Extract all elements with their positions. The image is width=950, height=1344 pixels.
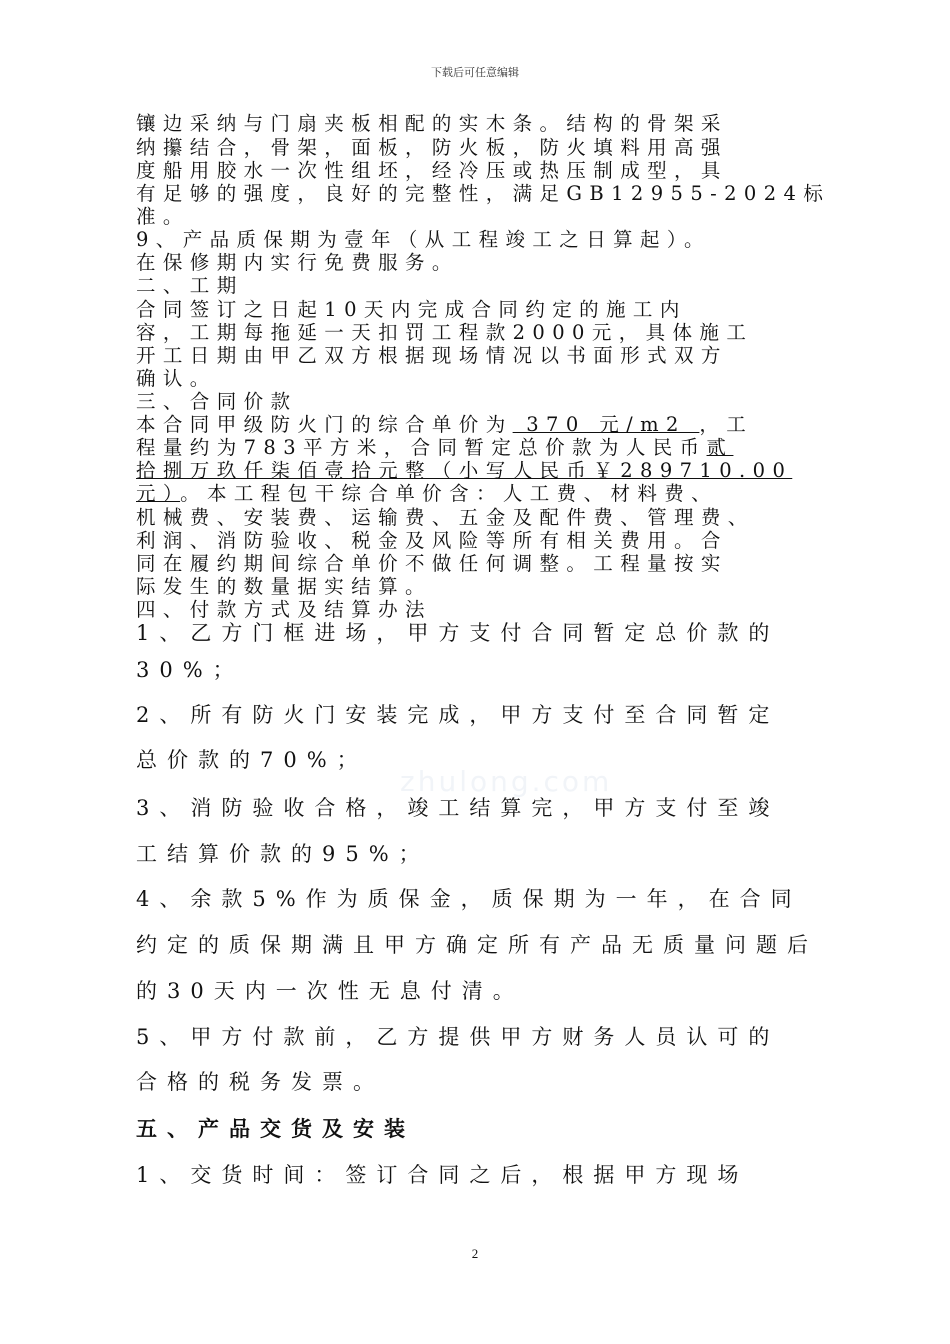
- text-line: 度船用胶水一次性组坯，经冷压或热压制成型，具: [136, 159, 728, 182]
- payment-line: 1、乙方门框进场，甲方支付合同暂定总价款的: [136, 621, 780, 645]
- section-heading: 二、工期: [136, 274, 244, 297]
- payment-line: 3、消防验收合格，竣工结算完，甲方支付至竣: [136, 796, 780, 820]
- text-line: 1、交货时间：签订合同之后，根据甲方现场: [136, 1163, 749, 1187]
- text-line: 确认。: [136, 367, 217, 390]
- unit-price: 370 元/m2: [512, 413, 700, 436]
- payment-line: 4、余款5%作为质保金，质保期为一年，在合同: [136, 887, 802, 911]
- section-heading: 三、合同价款: [136, 390, 298, 413]
- section-heading: 五、产品交货及安装: [136, 1117, 415, 1141]
- text-line: 开工日期由甲乙双方根据现场情况以书面形式双方: [136, 344, 728, 367]
- text-line: 际发生的数量据实结算。: [136, 575, 432, 598]
- payment-line: 5、甲方付款前，乙方提供甲方财务人员认可的: [136, 1025, 780, 1049]
- text-line: 同在履约期间综合单价不做任何调整。工程量按实: [136, 552, 728, 575]
- payment-line: 总价款的70%；: [136, 748, 368, 772]
- price-text: ，工: [699, 413, 754, 436]
- page-number: 2: [471, 1246, 479, 1261]
- price-line: [136, 436, 826, 460]
- price-text: 程量约为783平方米，合同暂定总价款为人民币: [136, 436, 707, 459]
- total-price-end: 元）: [136, 482, 181, 505]
- watermark: zhulong.com: [400, 765, 613, 798]
- payment-line: 的30天内一次性无息付清。: [136, 979, 524, 1003]
- section-heading: 四、付款方式及结算办法: [136, 598, 432, 621]
- price-text: 本合同甲级防火门的综合单价为: [136, 413, 513, 436]
- text-line: 利润、消防验收、税金及风险等所有相关费用。合: [136, 529, 728, 552]
- text-line: 9、产品质保期为壹年（从工程竣工之日算起）。: [136, 228, 711, 251]
- text-line: 容，工期每拖延一天扣罚工程款2000元，具体施工: [136, 321, 754, 344]
- payment-line: 合格的税务发票。: [136, 1070, 384, 1094]
- price-line: [136, 413, 826, 437]
- text-line: 准。: [136, 205, 190, 228]
- total-price-words: 贰: [706, 436, 734, 459]
- text-line: 在保修期内实行免费服务。: [136, 251, 459, 274]
- payment-line: 约定的质保期满且甲方确定所有产品无质量问题后: [136, 933, 818, 957]
- text-line: 镶边采纳与门扇夹板相配的实木条。结构的骨架采: [136, 112, 728, 135]
- text-line: 纳攥结合，骨架，面板，防火板，防火填料用高强: [136, 136, 728, 159]
- payment-line: 2、所有防火门安装完成，甲方支付至合同暂定: [136, 703, 780, 727]
- price-line: [136, 482, 826, 506]
- payment-line: 工结算价款的95%；: [136, 842, 430, 866]
- text-line: 有足够的强度，良好的完整性，满足GB12955-2024标: [136, 182, 831, 205]
- text-line: 合同签订之日起10天内完成合同约定的施工内: [136, 298, 687, 321]
- payment-line: 30%；: [136, 658, 244, 682]
- text-line: 机械费、安装费、运输费、五金及配件费、管理费、: [136, 506, 755, 529]
- page-header: 下载后可任意编辑: [431, 66, 519, 79]
- total-price-line: 拾捌万玖仟柒佰壹拾元整（小写人民币￥289710.00: [136, 459, 793, 482]
- price-text: 。本工程包干综合单价含：人工费、材料费、: [180, 482, 719, 505]
